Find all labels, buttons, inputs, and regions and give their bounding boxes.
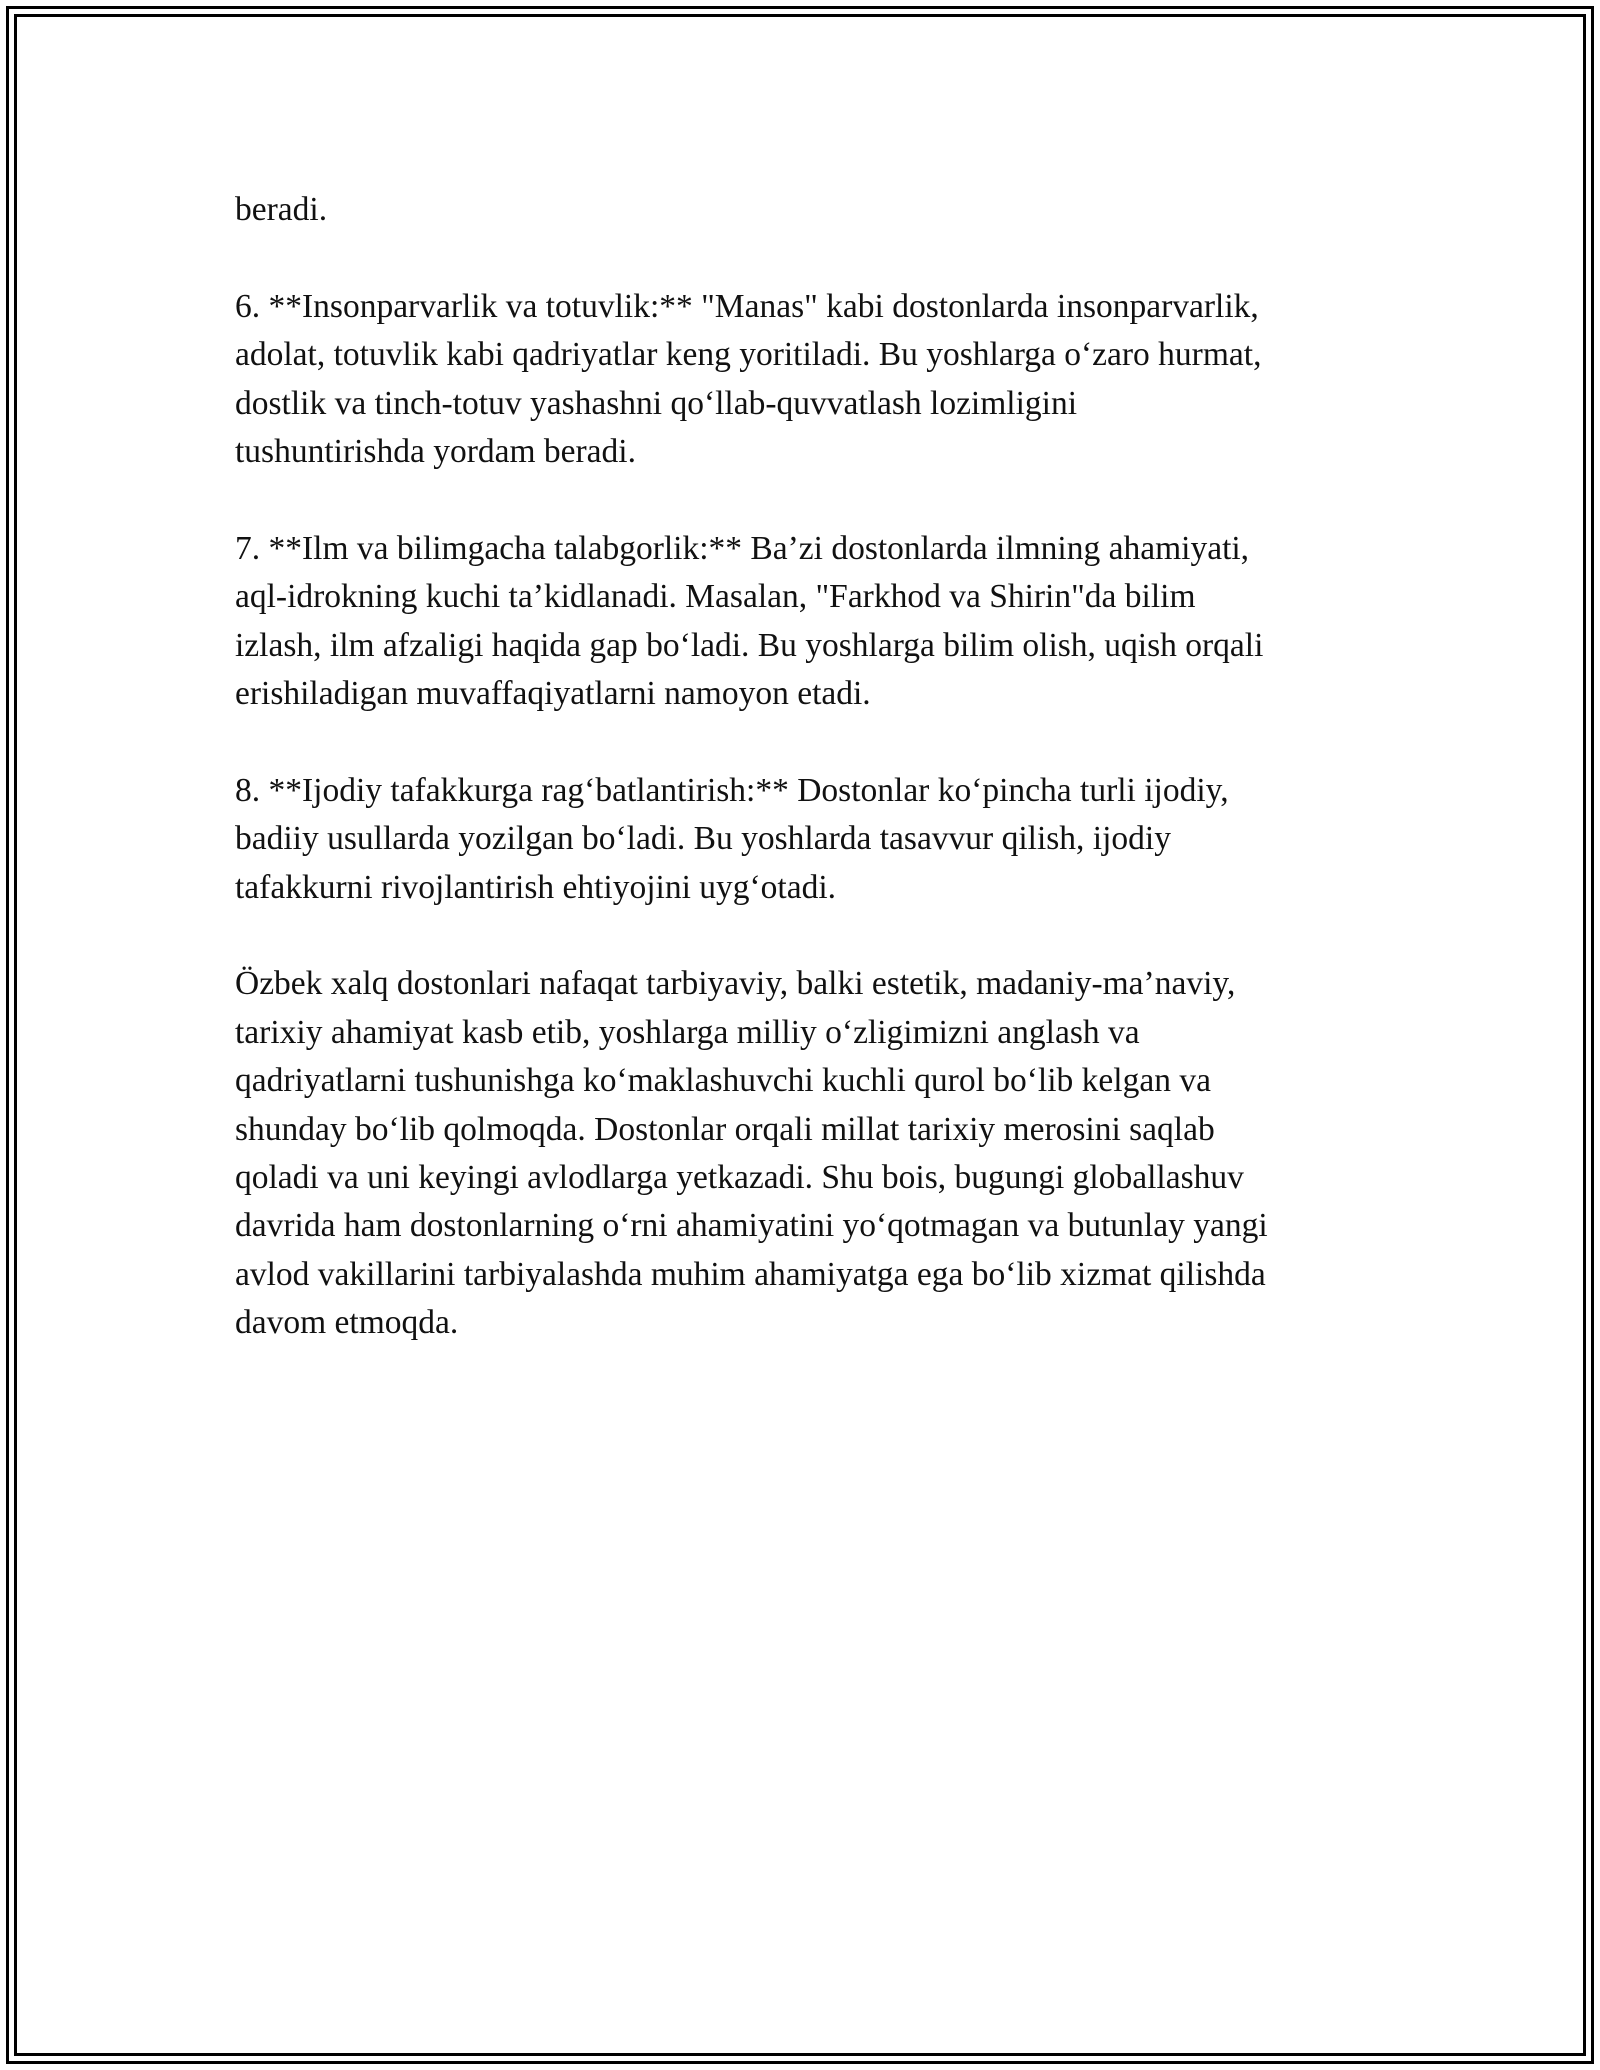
paragraph-item-8: 8. **Ijodiy tafakkurga rag‘batlantirish:** Dostonlar ko‘pincha turli ijodiy, badiiy usullarda yozilgan bo‘ladi. Bu yoshlarda tasavvur qilish, ijodiy tafakkurni rivojlantirish ehtiyojini uyg‘otadi. xyxy=(235,771,1229,906)
document-body xyxy=(235,186,1365,1396)
paragraph-item-7: 7. **Ilm va bilimgacha talabgorlik:** Ba’zi dostonlarda ilmning ahamiyati, aql-idrokning kuchi ta’kidlanadi. Masalan, "Farkhod va Shirin"da bilim izlash, ilm afzaligi haqida gap bo‘ladi. Bu yoshlarga bilim olish, uqish orqali erishiladigan muvaffaqiyatlarni namoyon etadi. xyxy=(235,529,1264,713)
paragraph-conclusion: Özbek xalq dostonlari nafaqat tarbiyaviy, balki estetik, madaniy-ma’naviy, tarixiy ahamiyat kasb etib, yoshlarga milliy o‘zligimizni anglash va qadriyatlarni tushunishga ko‘maklashuvchi kuchli qurol bo‘lib kelgan va shunday bo‘lib qolmoqda. Dostonlar orqali millat tarixiy merosini saqlab qoladi va uni keyingi avlodlarga yetkazadi. Shu bois, bugungi globallashuv davrida ham dostonlarning o‘rni ahamiyatini yo‘qotmagan va butunlay yangi avlod vakillarini tarbiyalashda muhim ahamiyatga ega bo‘lib xizmat qilishda davom etmoqda. xyxy=(235,965,1268,1342)
paragraph-continuation: beradi. xyxy=(235,191,328,228)
paragraph-item-6: 6. **Insonparvarlik va totuvlik:** "Manas" kabi dostonlarda insonparvarlik, adolat, totuvlik kabi qadriyatlar keng yoritiladi. Bu yoshlarga o‘zaro hurmat, dostlik va tinch-totuv yashashni qo‘llab-quvvatlash lozimligini tushuntirishda yordam beradi. xyxy=(235,287,1262,471)
